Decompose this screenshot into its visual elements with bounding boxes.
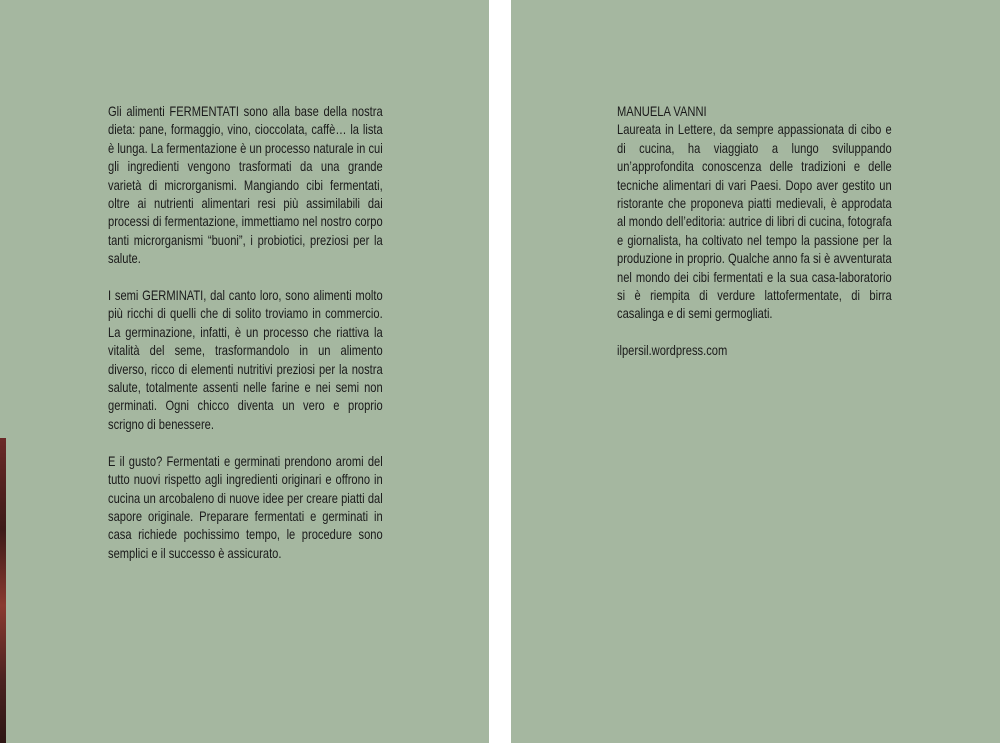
author-name: MANUELA VANNI: [617, 104, 707, 119]
right-page-text: [617, 103, 892, 379]
cover-image-edge: [0, 438, 6, 743]
author-website-link[interactable]: ilpersil.wordpress.com: [617, 343, 728, 359]
paragraph-fermentati: Gli alimenti FERMENTATI sono alla base della nostra dieta: pane, formaggio, vino, cioccolata, caffè… la lista è lunga. La fermentazione è un processo naturale in cui gli ingredienti vengono trasformati da una grande varietà di microrganismi. Mangiando cibi fermentati, oltre ai nutrienti alimentari resi più assimilabili dai processi di fermentazione, immettiamo nel nostro corpo tanti microrganismi “buoni”, i probiotici, preziosi per la salute.: [108, 104, 383, 267]
paragraph-gusto: E il gusto? Fermentati e germinati prendono aromi del tutto nuovi rispetto agli ingredienti originari e offrono in cucina un arcobaleno di nuove idee per creare piatti dal sapore originale. Preparare fermentati e germinati in casa richiede pochissimo tempo, le procedure sono semplici e il successo è assicurato.: [108, 453, 383, 561]
author-bio: Laureata in Lettere, da sempre appassionata di cibo e di cucina, ha viaggiato a lungo sviluppando un’approfondita conoscenza delle tradizioni e delle tecniche alimentari di vari Paesi. Dopo aver gestito un ristorante che proponeva piatti medievali, è approdata al mondo dell’editoria: autrice di libri di cucina, fotografa e giornalista, ha coltivato nel tempo la passione per la produzione in proprio. Qualche anno fa si è avventurata nel mondo dei cibi fermentati e la sua casa-laboratorio si è riempita di verdure lattofermentate, di birra casalinga e di semi germogliati.: [617, 122, 892, 322]
left-page-text: [108, 103, 383, 582]
left-page: [0, 0, 489, 743]
paragraph-germinati: I semi GERMINATI, dal canto loro, sono alimenti molto più ricchi di quelli che di solito troviamo in commercio. La germinazione, infatti, è un processo che riattiva la vitalità del seme, trasformandolo in un alimento diverso, ricco di elementi nutritivi preziosi per la nostra salute, totalmente assenti nelle farine e nei semi non germinati. Ogni chicco diventa un vero e proprio scrigno di benessere.: [108, 288, 383, 432]
right-page: [511, 0, 1000, 743]
author-bio-block: [617, 103, 892, 324]
